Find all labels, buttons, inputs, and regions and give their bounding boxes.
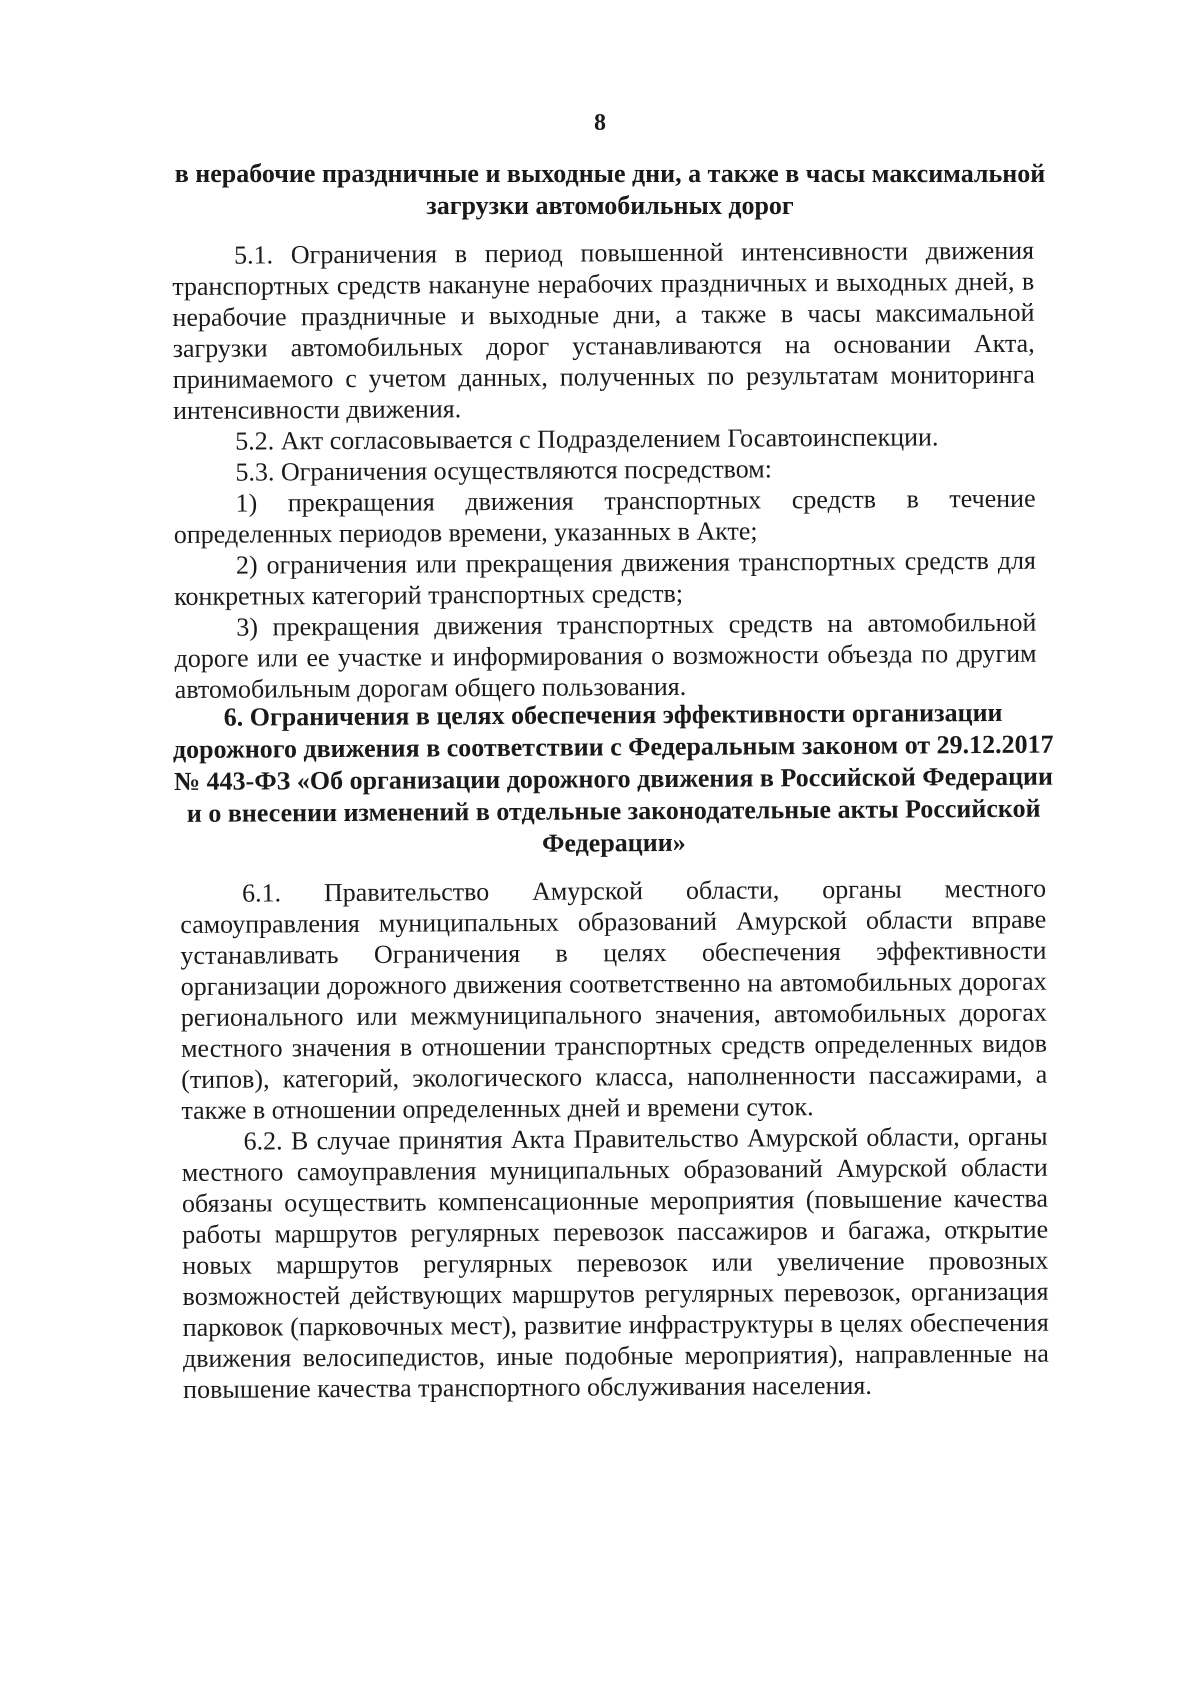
paragraph-5-2: 5.2. Акт согласовывается с Подразделением Госавтоинспекции.: [235, 422, 939, 456]
section-heading-continued: [170, 158, 1050, 222]
list-item-1: 1) прекращения движения транспортных средств в течение определенных периодов времени, указанных в Акте;: [173, 483, 1036, 549]
heading-line: № 443-ФЗ «Об организации дорожного движения в Российской Федерации: [173, 761, 1054, 796]
heading-line: и о внесении изменений в отдельные законодательные акты Российской: [186, 793, 1041, 828]
section-6-heading: [172, 697, 1055, 862]
heading-line: 6. Ограничения в целях обеспечения эффективности организации: [223, 697, 1003, 732]
heading-line: Федерации»: [541, 827, 686, 858]
paragraph-6-2: 6.2. В случае принятия Акта Правительство Амурской области, органы местного самоуправления муниципальных образований Амурской области обязаны осуществить компенсационные мероприятия (повышение качества работы маршрутов регулярных перевозок пассажиров и багажа, открытие новых маршрутов регулярных перевозок или увеличение провозных возможностей действующих маршрутов регулярных перевозок, организация парковок (парковочных мест), развитие инфраструктуры в целях обеспечения движения велосипедистов, иные подобные мероприятия), направленные на повышение качества транспортного обслуживания населения.: [181, 1121, 1050, 1404]
section-5-body: [172, 235, 1037, 705]
heading-line: в нерабочие праздничные и выходные дни, а также в часы максимальной: [174, 159, 1046, 188]
page-number: 8: [594, 110, 606, 136]
section-6-body: [180, 873, 1049, 1405]
paragraph-5-1: 5.1. Ограничения в период повышенной интенсивности движения транспортных средств накануне нерабочих праздничных и выходных дней, в нерабочие праздничные и выходные дни, а также в часы максимальной загрузки автомобильных дорог устанавливаются на основании Акта, принимаемого с учетом данных, полученных по результатам мониторинга интенсивности движения.: [172, 235, 1035, 425]
list-item-3: 3) прекращения движения транспортных средств на автомобильной дороге или ее участке и информирования о возможности объезда по другим автомобильным дорогам общего пользования.: [174, 607, 1037, 704]
list-item-2: 2) ограничения или прекращения движения транспортных средств для конкретных категорий транспортных средств;: [174, 545, 1037, 611]
heading-line: дорожного движения в соответствии с Федеральным законом от 29.12.2017: [172, 729, 1054, 764]
paragraph-5-3: 5.3. Ограничения осуществляются посредством:: [235, 454, 773, 487]
paragraph-6-1: 6.1. Правительство Амурской области, органы местного самоуправления муниципальных образований Амурской области вправе устанавливать Ограничения в целях обеспечения эффективности организации дорожного движения соответственно на автомобильных дорогах регионального или межмуниципального значения, автомобильных дорогах местного значения в отношении транспортных средств определенных видов (типов), категорий, экологического класса, наполненности пассажирами, а также в отношении определенных дней и времени суток.: [180, 873, 1048, 1125]
heading-line: загрузки автомобильных дорог: [426, 191, 794, 220]
